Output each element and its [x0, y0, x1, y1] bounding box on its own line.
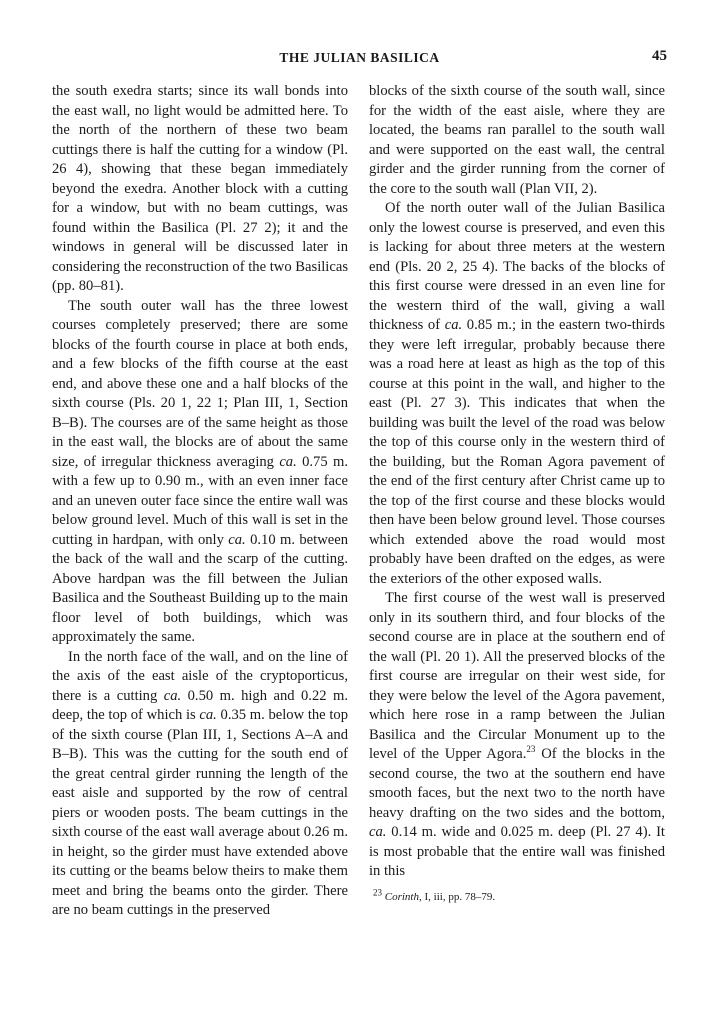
- text-segment: 0.75 m. with a few up to 0.90 m., with an even inner face and an uneven outer face since the entire wall was below ground level. Much of this wall is set in the cutting in hardpan, with only: [52, 453, 348, 548]
- footnote: [369, 886, 665, 904]
- text-segment: ca.: [163, 687, 182, 704]
- footnote-text: , I, iii, pp. 78–79.: [418, 890, 496, 903]
- left-column: [52, 82, 348, 921]
- page: [52, 48, 667, 988]
- right-column-paragraphs: [369, 82, 665, 882]
- text-segment: ca.: [228, 531, 246, 548]
- text-segment: 0.50 m. high and 0.22 m. deep, the top of which is: [52, 687, 348, 723]
- text-segment: the south exedra starts; since its wall bonds into the east wall, no light would be admitted here. To the north of the northern of these two beam cuttings there is half the cutting for a window (Pl. 26 4), showing that these began immediately beyond the exedra. Another block with a cutting for a window, but with no beam cuttings, was found within the Basilica (Pl. 27 2); it and the windows in general will be discussed later in considering the reconstruction of the two Basilicas (pp. 80–81).: [52, 83, 348, 294]
- text-segment: ca.: [369, 824, 387, 840]
- right-column: [369, 82, 665, 904]
- paragraph: [369, 589, 665, 882]
- text-segment: The south outer wall has the three lowest courses completely preserved; there are some blocks of the fourth course in place at both ends, and a few blocks of the fifth course at the east end, and above these one and a half blocks of the sixth course (Pls. 20 1, 22 1; Plan III, 1, Section B–B). The courses are of the same height as those in the east wall, the blocks are of about the same size, of irregular thickness averaging: [52, 297, 348, 470]
- text-segment: 0.35 m. below the top of the sixth course (Plan III, 1, Sections A–A and B–B). This was the cutting for the south end of the great central girder running the length of the east aisle and supported by the row of central piers or wooden posts. The beam cuttings in the sixth course of the east wall average about 0.26 m. in height, so the girder must have extended above its cutting or the beams below theirs to make them meet and bring the beams onto the girder. There are no beam cuttings in the preserved: [52, 707, 348, 918]
- footnote-source: Corinth: [384, 890, 419, 903]
- text-segment: 0.10 m. between the back of the wall and the scarp of the cutting. Above hardpan was the fill between the Julian Basilica and the Southeast Building up to the main floor level of both buildings, which was approximately the same.: [52, 531, 348, 645]
- paragraph: [369, 82, 665, 199]
- paragraph: [52, 82, 348, 297]
- text-segment: In the north face of the wall, and on the line of the axis of the east aisle of the cryptoporticus, there is a cutting: [52, 648, 348, 704]
- text-segment: 0.14 m. wide and 0.025 m. deep (Pl. 27 4). It is most probable that the entire wall was finished in this: [369, 824, 665, 879]
- running-title: THE JULIAN BASILICA: [279, 50, 440, 65]
- text-segment: ca.: [444, 317, 463, 333]
- text-segment: Of the north outer wall of the Julian Basilica only the lowest course is preserved, and even this is lacking for about three meters at the western end (Pls. 20 2, 25 4). The backs of the blocks of this first course were dressed in an even line for the western third of the wall, giving a wall thickness of: [369, 200, 665, 333]
- text-segment: ca.: [279, 453, 297, 470]
- text-segment: 0.85 m.; in the eastern two-thirds they were left irregular, probably because there was a road here at least as high as the top of this course at this point in the wall, and higher to the east (Pl. 27 3). This indicates that when the building was built the level of the road was below the top of this course only in the western third of the building, but the Roman Agora pavement of the end of the first century after Christ came up to the top of the first course and these blocks would then have been below ground level. Those courses which extended above the road would most probably have been drafted on the edges, as were the exteriors of the other exposed walls.: [369, 317, 665, 587]
- page-header: [52, 48, 667, 68]
- footnote-number: 23: [373, 886, 382, 897]
- page-number: 45: [652, 48, 667, 64]
- text-segment: blocks of the sixth course of the south wall, since for the width of the east aisle, where they are located, the beams ran parallel to the south wall and were supported on the east wall, the central girder and the girder running from the corner of the core to the south wall (Plan VII, 2).: [369, 83, 665, 197]
- paragraph: [52, 297, 348, 648]
- paragraph: [369, 199, 665, 589]
- paragraph: [52, 648, 348, 921]
- footnote-ref: 23: [526, 744, 536, 755]
- text-segment: The first course of the west wall is preserved only in its southern third, and four blocks of the second course are in place at the southern end of the wall (Pl. 20 1). All the preserved blocks of the first course are irregular on their west side, for they were below the level of the Agora pavement, which here rose in a ramp between the Julian Basilica and the Circular Monument up to the level of the Upper Agora.: [369, 590, 665, 762]
- text-segment: ca.: [199, 707, 217, 723]
- text-segment: Of the blocks in the second course, the two at the southern end have smooth faces, but the next two to the north have heavy drafting on the two sides and the bottom,: [369, 746, 665, 821]
